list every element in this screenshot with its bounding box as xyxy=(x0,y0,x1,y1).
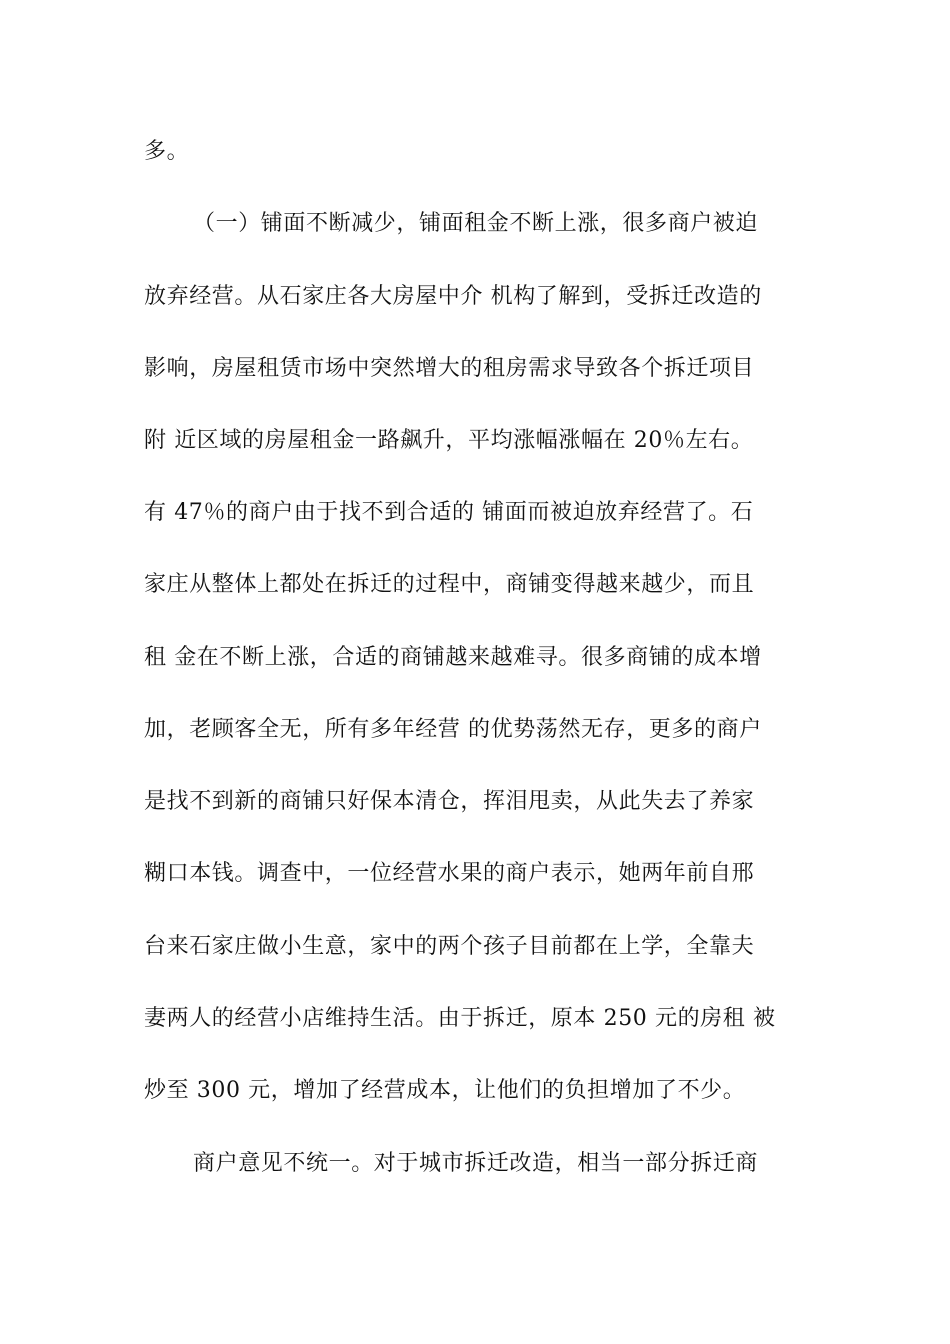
paragraph-first-line: 商户意见不统一。对于城市拆迁改造，相当一部分拆迁商 xyxy=(193,1151,759,1176)
text-line: 附 近区域的房屋租金一路飙升，平均涨幅涨幅在 20％左右。 xyxy=(144,428,754,453)
text-line: 加，老顾客全无，所有多年经营 的优势荡然无存，更多的商户 xyxy=(144,717,762,742)
text-line: 影响，房屋租赁市场中突然增大的租房需求导致各个拆迁项目 xyxy=(144,356,755,381)
text-line: 租 金在不断上涨，合适的商铺越来越难寻。很多商铺的成本增 xyxy=(144,645,762,670)
paragraph-heading-line: （一）铺面不断减少，铺面租金不断上涨，很多商户被迫 xyxy=(193,211,759,236)
text-line: 糊口本钱。调查中，一位经营水果的商户表示，她两年前自邢 xyxy=(144,861,755,886)
text-line: 多。 xyxy=(144,139,190,164)
text-line: 炒至 300 元，增加了经营成本，让他们的负担增加了不少。 xyxy=(144,1078,746,1103)
text-line: 是找不到新的商铺只好保本清仓，挥泪甩卖，从此失去了养家 xyxy=(144,789,755,814)
text-line: 家庄从整体上都处在拆迁的过程中，商铺变得越来越少，而且 xyxy=(144,572,755,597)
text-line: 台来石家庄做小生意，家中的两个孩子目前都在上学，全靠夫 xyxy=(144,934,755,959)
text-line: 放弃经营。从石家庄各大房屋中介 机构了解到，受拆迁改造的 xyxy=(144,284,762,309)
text-line: 妻两人的经营小店维持生活。由于拆迁，原本 250 元的房租 被 xyxy=(144,1006,776,1031)
text-line: 有 47％的商户由于找不到合适的 铺面而被迫放弃经营了。石 xyxy=(144,500,754,525)
